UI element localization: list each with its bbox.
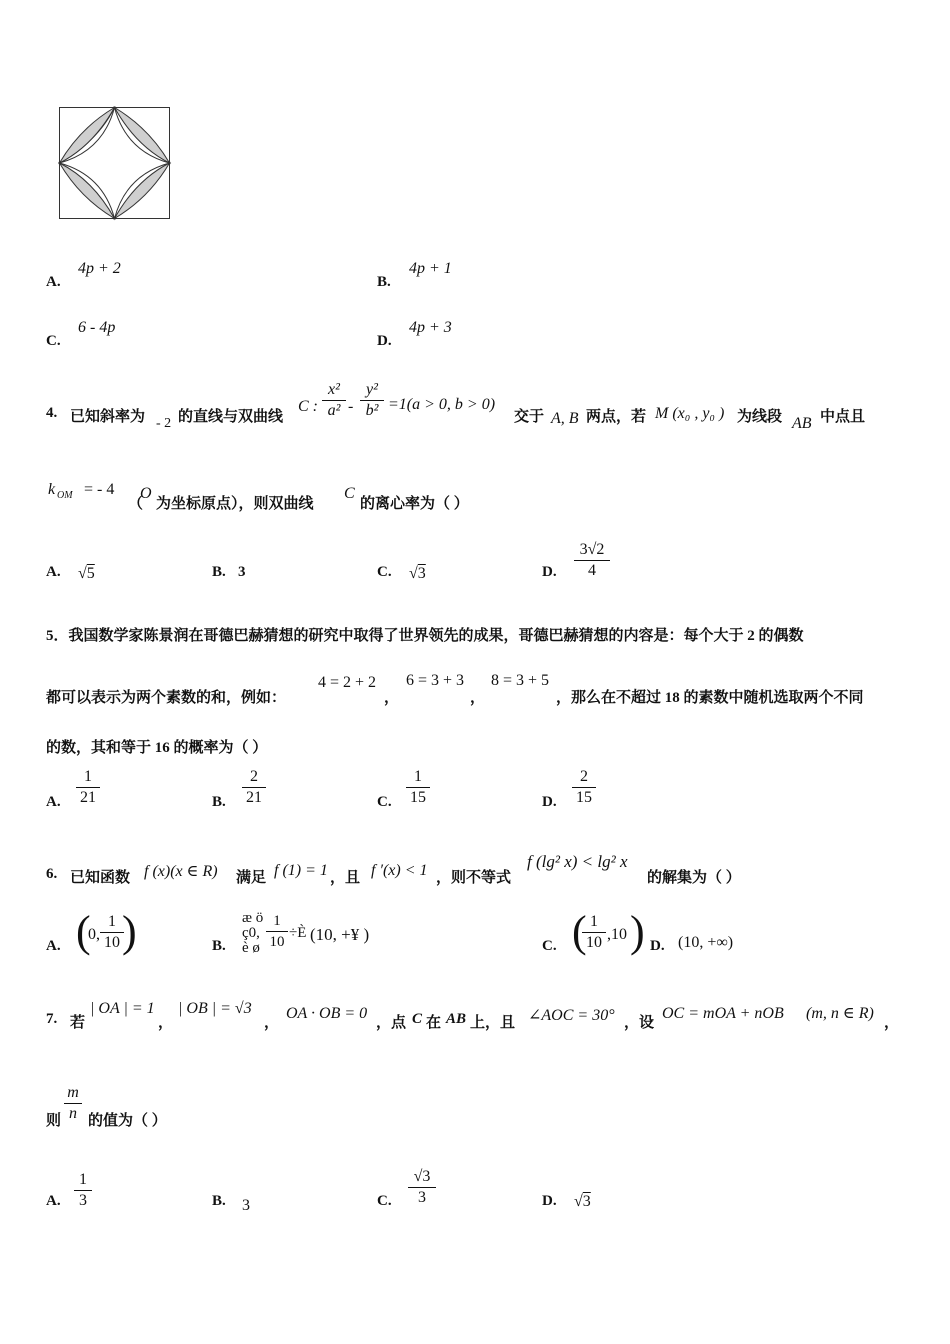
q6-option-c-right-paren: ) (630, 907, 645, 956)
q3-option-b-label[interactable]: B. (377, 274, 391, 290)
q5-option-a-label[interactable]: A. (46, 794, 61, 810)
q4-frac-y2-b2: y² b² (360, 381, 384, 420)
q4-text-2: 的直线与双曲线 (178, 409, 284, 425)
q5-comma-2: ， (470, 690, 486, 706)
q6-option-b-interval: (10, +¥ ) (310, 925, 370, 944)
q7-text-5: ，设 (624, 1015, 655, 1031)
q4-number: 4. (46, 405, 58, 421)
q4-slope: - 2 (156, 416, 172, 431)
q3-option-d-expr: 4p + 3 (409, 319, 452, 336)
q7-comma-3: ， (884, 1015, 900, 1031)
q6-text-3: ，且 (330, 870, 361, 886)
q4-option-b-label[interactable]: B. (212, 564, 226, 580)
q5-line-1: 5．我国数学家陈景润在哥德巴赫猜想的研究中取得了世界领先的成果，哥德巴赫猜想的内容是：每个大于 2 的偶数 (46, 628, 804, 644)
q5-line-2a: 都可以表示为两个素数的和，例如： (46, 690, 287, 706)
q4-condition: =1(a > 0, b > 0) (388, 396, 496, 413)
q7-segment-ab: AB (446, 1011, 467, 1027)
q6-option-c-frac: 1 10 (582, 913, 606, 952)
q4-frac-x2-a2: x² a² (322, 381, 346, 420)
q6-option-a-label[interactable]: A. (46, 938, 61, 954)
q6-number: 6. (46, 866, 58, 882)
q7-comma-2: ， (264, 1015, 280, 1031)
q5-comma-1: ， (384, 690, 400, 706)
q4-text-4: 两点，若 (586, 409, 647, 425)
q5-line-3: 的数，其和等于 16 的概率为（ ） (46, 740, 268, 756)
q6-text-5: 的解集为（ ） (647, 870, 741, 886)
q7-number: 7. (46, 1011, 58, 1027)
q3-option-c-expr: 6 - 4p (78, 319, 116, 336)
q4-k-value: = - 4 (84, 481, 115, 498)
q5-option-c-frac: 1 15 (406, 768, 430, 807)
q7-option-a-label[interactable]: A. (46, 1193, 61, 1209)
q7-dot-product: OA · OB = 0 (286, 1005, 368, 1022)
q6-option-b-mid: ç0, (242, 925, 260, 941)
q7-ob-length: | OB | = √3 (178, 1000, 252, 1017)
q3-option-a-expr: 4p + 2 (78, 260, 121, 277)
q4-curve-c: C : (298, 398, 318, 415)
q4-minus: - (348, 398, 354, 415)
q7-then: 则 (46, 1113, 62, 1129)
q6-option-c-right: ,10 (607, 926, 627, 943)
q6-option-b-mid2: ÷È (289, 925, 307, 941)
q4-text-1: 已知斜率为 (70, 409, 146, 425)
q7-option-d-label[interactable]: D. (542, 1193, 557, 1209)
q7-text-2: ，点 (376, 1015, 407, 1031)
q7-mn-domain: (m, n ∈ R) (806, 1005, 874, 1022)
q3-option-b-expr: 4p + 1 (409, 260, 452, 277)
q7-option-b-value: 3 (242, 1197, 250, 1214)
q6-option-d-label[interactable]: D. (650, 938, 665, 954)
q5-option-b-label[interactable]: B. (212, 794, 226, 810)
square-four-petal-figure (58, 106, 172, 222)
q4-option-a-value: √5 (78, 565, 95, 582)
q4-option-c-label[interactable]: C. (377, 564, 392, 580)
q5-option-d-frac: 2 15 (572, 768, 596, 807)
q4-k-subscript: OM (57, 490, 73, 501)
q4-option-d-frac: 3√2 4 (574, 541, 610, 580)
q5-option-b-frac: 2 21 (242, 768, 266, 807)
q6-f-prime: f ′(x) < 1 (371, 862, 428, 879)
q5-option-d-label[interactable]: D. (542, 794, 557, 810)
q6-f-of-1: f (1) = 1 (274, 862, 328, 879)
q7-angle: ∠AOC = 30° (528, 1007, 615, 1024)
q6-function-def: f (x)(x ∈ R) (144, 863, 218, 880)
q7-text-1: 若 (70, 1015, 86, 1031)
q4-midpoint-m: M (x₀ , y₀ ) (655, 405, 725, 422)
q5-option-c-label[interactable]: C. (377, 794, 392, 810)
q6-option-b-frac: 1 10 (266, 912, 288, 951)
q6-option-c-label[interactable]: C. (542, 938, 557, 954)
q4-option-c-value: √3 (409, 565, 426, 582)
q4-text-8: 为坐标原点），则双曲线 (156, 496, 314, 512)
q4-option-d-label[interactable]: D. (542, 564, 557, 580)
q6-option-b-garble-bot: è ø (242, 940, 260, 956)
q3-option-c-label[interactable]: C. (46, 333, 61, 349)
q6-text-1: 已知函数 (70, 870, 131, 886)
q5-example-1: 4 = 2 + 2 (318, 674, 377, 691)
q7-option-a-frac: 1 3 (74, 1171, 92, 1210)
q7-comma-1: ， (158, 1015, 174, 1031)
q6-option-d-value: (10, +∞) (678, 934, 734, 951)
q7-text-7: 的值为（ ） (88, 1113, 167, 1129)
q4-k-symbol: k (48, 481, 56, 498)
q3-option-d-label[interactable]: D. (377, 333, 392, 349)
q4-text-9: 的离心率为（ ） (360, 496, 469, 512)
q7-text-4: 上，且 (470, 1015, 516, 1031)
q6-option-a-left-paren: ( (76, 907, 91, 956)
q7-text-3: 在 (426, 1015, 442, 1031)
q4-segment-ab: AB (792, 415, 812, 432)
q4-points-ab: A, B (551, 410, 579, 427)
q7-m-over-n: m n (64, 1084, 82, 1123)
q6-inequality: f (lg² x) < lg² x (527, 852, 628, 871)
q6-option-a-frac: 1 10 (100, 913, 124, 952)
q7-point-c: C (412, 1011, 423, 1027)
q6-text-2: 满足 (236, 870, 267, 886)
q7-option-c-frac: √3 3 (408, 1168, 436, 1207)
q6-text-4: ，则不等式 (436, 870, 512, 886)
q5-option-a-frac: 1 21 (76, 768, 100, 807)
q6-option-c-left-paren: ( (572, 907, 587, 956)
q7-oa-length: | OA | = 1 (90, 1000, 155, 1017)
q4-text-6: 中点且 (820, 409, 866, 425)
q5-example-3: 8 = 3 + 5 (491, 672, 550, 689)
q7-option-c-label[interactable]: C. (377, 1193, 392, 1209)
q6-option-a-left: 0, (88, 926, 100, 943)
q7-oc-vector: OC = mOA + nOB (662, 1005, 784, 1022)
q5-example-2: 6 = 3 + 3 (406, 672, 465, 689)
q6-option-a-right-paren: ) (122, 907, 137, 956)
q4-text-7: （ (128, 496, 144, 512)
q4-text-5: 为线段 (737, 409, 783, 425)
q7-option-d-value: √3 (574, 1193, 591, 1210)
q6-option-b-garble-top: æ ö (242, 910, 264, 926)
q4-origin-o: O (140, 485, 152, 502)
q7-option-b-label[interactable]: B. (212, 1193, 226, 1209)
q6-option-b-label[interactable]: B. (212, 938, 226, 954)
q5-line-2b: ，那么在不超过 18 的素数中随机选取两个不同 (556, 690, 864, 706)
q4-option-b-value: 3 (238, 564, 246, 580)
q4-text-3: 交于 (514, 409, 545, 425)
q4-option-a-label[interactable]: A. (46, 564, 61, 580)
q4-curve-c2: C (344, 485, 355, 502)
q3-option-a-label[interactable]: A. (46, 274, 61, 290)
